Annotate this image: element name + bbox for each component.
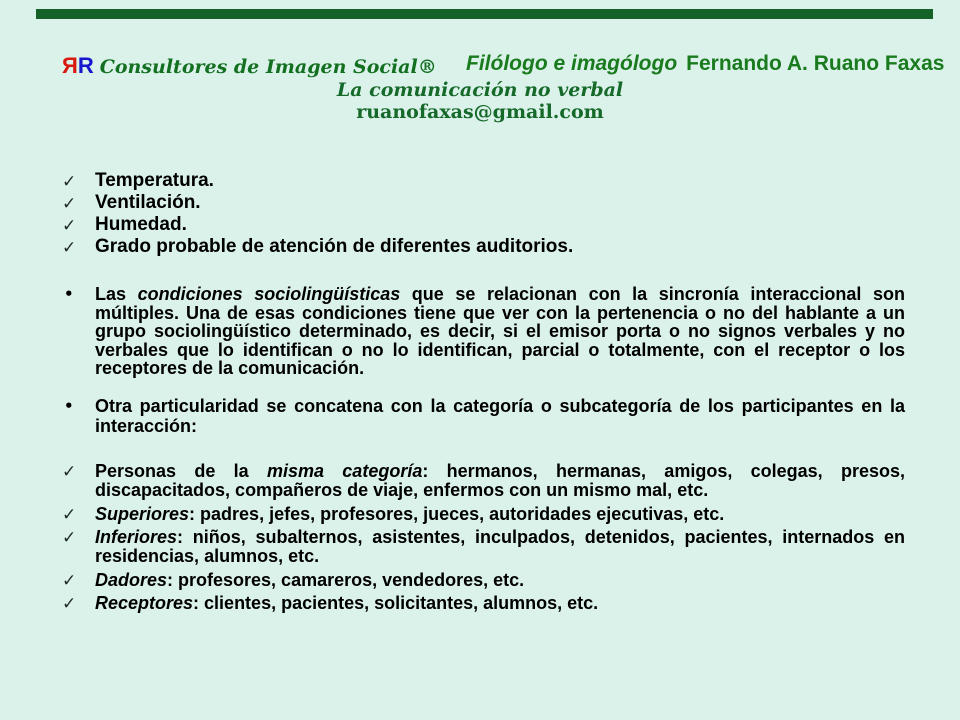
checklist-item-receptores (62, 594, 905, 613)
checklist-item-humedad (62, 214, 905, 236)
checklist-item-superiores (62, 505, 905, 524)
logo-letter-reversed-r: Я (62, 53, 78, 78)
text-run-italic: Superiores (95, 503, 190, 524)
checklist-item-dadores (62, 571, 905, 590)
checklist-item-label: Humedad. (95, 214, 187, 235)
checklist-categorias (62, 462, 905, 618)
check-icon: ✓ (62, 594, 77, 614)
header-author-line (466, 52, 944, 76)
paragraph-line: Otra particularidad se concatena con la categoría o subcategoría de los participantes en la (95, 396, 905, 416)
checklist-item-ventilacion (62, 192, 905, 214)
checklist-item-grado-atencion (62, 236, 905, 258)
top-divider-bar (36, 9, 933, 19)
paragraph-line: grupo sociolingüístico determinado, es decir, si el emisor porta o no signos verbales y no (95, 321, 905, 342)
logo (62, 53, 437, 79)
paragraph-line (95, 594, 905, 613)
paragraph-line: interacción: (95, 415, 198, 436)
paragraph-condiciones-sociolinguisticas (62, 285, 905, 378)
paragraph-line (95, 571, 905, 590)
bullet-paragraph (62, 397, 905, 436)
checklist-item-inferiores (62, 528, 905, 566)
check-icon: ✓ (62, 462, 77, 482)
check-icon: ✓ (62, 238, 77, 258)
text-run: : hermanos, hermanas, amigos, colegas, presos, (422, 461, 905, 481)
slide-subtitle: La comunicación no verbal (336, 79, 624, 101)
paragraph-line (95, 462, 905, 481)
text-run: Las (95, 284, 138, 304)
bullet-icon: • (64, 285, 74, 303)
text-run: Personas de la (95, 461, 267, 481)
check-icon: ✓ (62, 570, 77, 591)
text-run: : padres, jefes, profesores, jueces, autoridades ejecutivas, etc. (189, 503, 725, 524)
check-icon: ✓ (62, 216, 77, 236)
author-name: Fernando A. Ruano Faxas (686, 52, 945, 75)
text-run-italic: Receptores (95, 593, 194, 613)
check-icon: ✓ (62, 528, 77, 548)
bullet-paragraph (62, 285, 905, 378)
text-run: : niños, subalternos, asistentes, inculpados, detenidos, pacientes, internados en (177, 527, 905, 547)
checklist-item-label: Ventilación. (95, 192, 201, 213)
text-run: que se relacionan con la sincronía interaccional son (400, 284, 905, 304)
author-title: Filólogo e imagólogo (466, 52, 678, 75)
paragraph-otra-particularidad (62, 397, 905, 436)
text-run: : clientes, pacientes, solicitantes, alumnos, etc. (193, 593, 599, 613)
contact-email: ruanofaxas@gmail.com (356, 101, 604, 123)
checklist-item-label: Grado probable de atención de diferentes auditorios. (95, 236, 574, 257)
paragraph-line (95, 528, 905, 547)
logo-company-name: Consultores de Imagen Social® (99, 56, 437, 78)
logo-letter-r: R (77, 53, 94, 78)
paragraph-line (95, 285, 905, 304)
text-run-italic: condiciones sociolingüísticas (137, 284, 401, 304)
text-run: : profesores, camareros, vendedores, etc. (167, 569, 525, 590)
bullet-icon: • (64, 397, 74, 415)
paragraph-line (95, 505, 905, 524)
paragraph-line: receptores de la comunicación. (95, 358, 365, 379)
paragraph-line: residencias, alumnos, etc. (95, 546, 320, 566)
text-run-italic: Inferiores (95, 527, 178, 547)
paragraph-line: verbales que lo identifican o no lo identifican, parcial o totalmente, con el receptor o los (95, 339, 905, 360)
checklist-item-label: Temperatura. (95, 170, 214, 191)
check-icon: ✓ (62, 504, 77, 525)
text-run-italic: misma categoría (266, 461, 423, 481)
check-icon: ✓ (62, 194, 77, 214)
checklist-environment (62, 170, 905, 258)
checklist-item-temperatura (62, 170, 905, 192)
paragraph-line: múltiples. Una de esas condiciones tiene que ver con la pertenencia o no del hablante a un (95, 302, 905, 323)
paragraph-line: discapacitados, compañeros de viaje, enfermos con un mismo mal, etc. (95, 480, 709, 500)
checklist-item-personas (62, 462, 905, 500)
text-run-italic: Dadores (95, 569, 168, 590)
check-icon: ✓ (62, 172, 77, 192)
